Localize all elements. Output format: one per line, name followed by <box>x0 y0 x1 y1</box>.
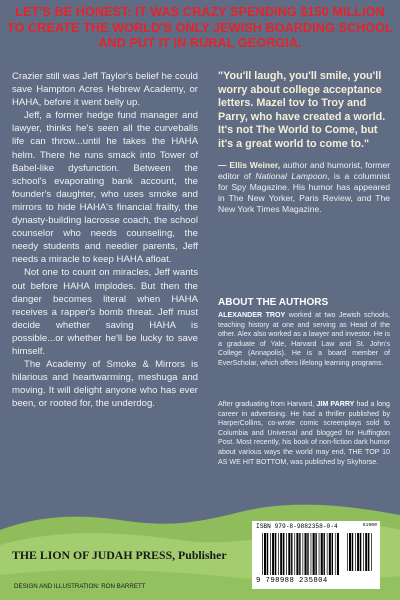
barcode-bar <box>272 533 274 575</box>
barcode-bar <box>267 533 268 575</box>
barcode-bar <box>264 533 266 575</box>
barcode-bar <box>288 533 290 575</box>
blurb-paragraph: Crazier still was Jeff Taylor's belief he could save Hampton Acres Hebrew Academy, or HAHA, before it went belly up. <box>12 71 198 109</box>
barcode-bar <box>355 533 356 571</box>
barcode-block <box>252 521 380 589</box>
blurb-paragraph: Jeff, a former hedge fund manager and lawyer, thinks he's seen all the curveballs life can throw...until he takes the HAHA helm. There he runs smack into Tower of Babel-like dysfunction. Between the school's evaporating bank account, the founder's daughter, who uses smoke and mirrors to hide HAHA's financial frailty, the dynasty-building lacrosse coach, the school counselor who needs counseling, the needy students and needier parents, Jeff needs a miracle to keep HAHA afloat. <box>12 110 198 266</box>
barcode-bar <box>329 533 331 575</box>
barcode-bar <box>303 533 304 575</box>
barcode-bar <box>360 533 361 571</box>
author-name-parry: JIM PARRY <box>316 400 355 408</box>
about-authors-heading: ABOUT THE AUTHORS <box>218 297 329 308</box>
author-name-troy: ALEXANDER TROY <box>218 311 286 319</box>
author-bio-intro: After graduating from Harvard, <box>218 400 317 408</box>
barcode-bar <box>363 533 364 571</box>
design-credit: DESIGN AND ILLUSTRATION: RON BARRETT <box>14 583 146 590</box>
barcode-bar <box>352 533 353 571</box>
barcode-bar <box>332 533 333 575</box>
headline-line: LET'S BE HONEST: IT WAS CRAZY SPENDING $150 MILLION <box>15 5 385 19</box>
blurb-paragraph: The Academy of Smoke & Mirrors is hilarious and heartwarming, meshuga and moving. It will delight anyone who has ever been, or rooted for, the underdog. <box>12 359 198 410</box>
barcode-main-bars <box>262 533 339 575</box>
barcode-addon-bars <box>347 533 372 571</box>
barcode-bar <box>337 533 339 575</box>
barcode-bar <box>270 533 271 575</box>
endorser-intro: author and humorist, former editor of <box>218 159 390 181</box>
endorser-name: — Ellis Weiner, <box>218 159 281 170</box>
barcode-bar <box>296 533 298 575</box>
price-code: 51900 <box>362 523 377 528</box>
blurb-paragraph: Not one to count on miracles, Jeff wants out before HAHA implodes. But then the danger becomes literal when HAHA receives a rapper's bomb threat. Jeff must decide whether saving HAHA is possible...or whether he'll be lucky to save himself. <box>12 267 198 357</box>
isbn-label: ISBN 979-8-9882358-0-4 <box>256 523 338 530</box>
barcode-bar <box>371 533 372 571</box>
barcode-bar <box>307 533 308 575</box>
publisher-name: THE LION OF JUDAH PRESS, Publisher <box>12 548 227 562</box>
barcode-bar <box>299 533 300 575</box>
author-bio-text: worked at two Jewish schools, teaching history at one and serving as Head of the other. Alex also worked as a lawyer and investor. He is a graduate of Yale, Harvard Law and St. John's College (Annapolis). He is a board member of EverScholar, which offers lifelong learning programs. <box>218 311 390 367</box>
barcode-bar <box>319 533 320 575</box>
barcode-bar <box>283 533 284 575</box>
barcode-bar <box>313 533 315 575</box>
author-bio-text: had a long career in advertising. He had a thriller published by HarperCollins, co-wrote comic screenplays sold to Columbia and Universal and blogged for Huffington Post. Most recently, his book of non-fiction dark humor about various ways the world may end, THE TOP 10 AS WE HIT BOTTOM, was published by Skyhorse. <box>218 400 391 466</box>
barcode-bar <box>311 533 312 575</box>
headline-line: AND PUT IT IN RURAL GEORGIA. <box>98 36 302 50</box>
barcode-bar <box>324 533 325 575</box>
barcode-bar <box>275 533 276 575</box>
barcode-bar <box>349 533 351 571</box>
barcode-bar <box>286 533 287 575</box>
endorser-details: , is a columnist for Spy Magazine. His humor has appeared in The New Yorker, Paris Review, and The New York Times Magazine. <box>218 170 390 214</box>
barcode-bar <box>327 533 328 575</box>
barcode-bar <box>315 533 316 575</box>
barcode-bar <box>357 533 359 571</box>
barcode-bar <box>294 533 295 575</box>
endorsement-quote: "You'll laugh, you'll smile, you'll worry about college acceptance letters. Mazel tov to Troy and Parry, who have created a world. It's not The World to Come, but it's a great world to come to." <box>218 70 386 150</box>
barcode-bar <box>347 533 348 571</box>
barcode-bar <box>262 533 263 575</box>
barcode-bar <box>335 533 336 575</box>
barcode-bar <box>280 533 282 575</box>
barcode-bar <box>321 533 323 575</box>
barcode-bar <box>368 533 369 571</box>
barcode-bar <box>291 533 292 575</box>
barcode-bar <box>305 533 307 575</box>
endorser-publication: National Lampoon <box>255 170 328 181</box>
barcode-number: 9 798988 235804 <box>256 577 328 585</box>
barcode-bar <box>278 533 279 575</box>
barcode-bar <box>365 533 367 571</box>
headline-line: TO CREATE THE WORLD'S ONLY JEWISH BOARDING SCHOOL <box>7 20 393 35</box>
